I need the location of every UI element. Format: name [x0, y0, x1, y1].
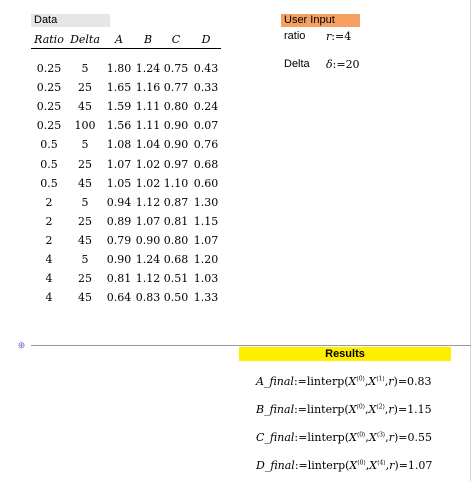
ratio-variable-ref: r — [388, 375, 394, 388]
table-cell[interactable]: 25 — [78, 272, 92, 286]
table-cell[interactable]: 1.11 — [135, 119, 161, 133]
table-cell[interactable]: 1.12 — [135, 272, 161, 286]
header-delta: Delta — [70, 32, 100, 46]
plus-icon[interactable]: ⊕ — [17, 340, 26, 350]
column-index: ⟨1⟩ — [376, 375, 385, 383]
close-paren: ) — [394, 459, 399, 472]
column-number: 3 — [379, 431, 383, 439]
table-cell[interactable]: 1.33 — [193, 291, 219, 305]
table-cell[interactable]: 0.97 — [163, 157, 189, 171]
table-cell[interactable]: 0.43 — [193, 62, 219, 76]
table-cell[interactable]: 0.80 — [163, 100, 189, 114]
table-row — [31, 212, 221, 231]
equals-sign: = — [397, 375, 408, 388]
delta-definition[interactable] — [326, 58, 360, 71]
table-cell[interactable]: 0.64 — [106, 291, 132, 305]
column-number: 0 — [358, 375, 363, 383]
user-input-label: User Input — [281, 14, 360, 27]
table-cell[interactable]: 0.5 — [40, 138, 58, 152]
table-cell[interactable]: 4 — [45, 252, 53, 266]
table-cell[interactable]: 1.16 — [135, 81, 161, 95]
table-row — [31, 116, 221, 135]
result-variable: B_final — [256, 403, 295, 416]
matrix-x: X — [349, 431, 357, 444]
table-row — [31, 78, 221, 97]
table-cell[interactable]: 0.90 — [135, 233, 161, 247]
table-cell[interactable]: 5 — [81, 252, 89, 266]
delta-value[interactable]: 20 — [345, 58, 360, 71]
matrix-x: X — [368, 375, 377, 388]
table-cell[interactable]: 5 — [81, 195, 89, 209]
column-index: ⟨0⟩ — [356, 375, 365, 383]
table-cell[interactable]: 45 — [78, 233, 92, 247]
header-d: D — [201, 32, 211, 46]
table-cell[interactable]: 0.90 — [163, 119, 189, 133]
table-cell[interactable]: 0.51 — [163, 272, 189, 286]
column-index: ⟨2⟩ — [376, 403, 385, 411]
table-cell[interactable]: 0.24 — [193, 100, 219, 114]
table-cell[interactable]: 1.02 — [135, 157, 161, 171]
column-index: ⟨3⟩ — [376, 431, 386, 439]
table-cell[interactable]: 1.20 — [193, 252, 219, 266]
delta-label: Delta — [284, 58, 310, 70]
table-cell[interactable]: 1.07 — [106, 157, 132, 171]
delta-variable: δ — [326, 58, 333, 71]
ratio-definition[interactable] — [326, 30, 351, 43]
table-cell[interactable]: 0.25 — [36, 119, 62, 133]
delta-assign: := — [332, 58, 346, 71]
table-cell[interactable]: 1.08 — [106, 138, 132, 152]
table-cell[interactable]: 0.77 — [163, 81, 189, 95]
window-edge — [470, 0, 471, 481]
table-cell[interactable]: 1.07 — [135, 214, 161, 228]
result-value: 1.07 — [407, 459, 433, 472]
table-cell[interactable]: 0.83 — [135, 291, 161, 305]
result-formula-a-final[interactable]: $A\_final:=linterp(X^{⟨0⟩},X^{⟨1⟩},r)=0.83$ — [256, 375, 432, 388]
table-cell[interactable]: 45 — [78, 291, 92, 305]
table-cell[interactable]: 25 — [78, 81, 92, 95]
result-value: 0.83 — [407, 375, 432, 388]
open-paren: ( — [344, 431, 350, 444]
column-index: ⟨0⟩ — [357, 459, 366, 467]
table-cell[interactable]: 5 — [81, 138, 89, 152]
assign-operator: := — [293, 375, 307, 388]
column-number: 0 — [359, 459, 364, 467]
close-paren: ) — [394, 431, 399, 444]
header-c: C — [171, 32, 181, 46]
ratio-variable-ref: r — [388, 403, 394, 416]
data-matrix[interactable] — [31, 30, 221, 307]
function-name: linterp — [307, 431, 345, 444]
table-row — [31, 174, 221, 193]
table-cell[interactable]: 2 — [45, 214, 53, 228]
matrix-x: X — [349, 459, 358, 472]
result-value: 1.15 — [407, 403, 432, 416]
open-paren: ( — [344, 375, 349, 388]
matrix-x: X — [369, 459, 378, 472]
table-cell[interactable]: 4 — [45, 272, 53, 286]
table-cell[interactable]: 0.81 — [163, 214, 189, 228]
table-cell[interactable]: 0.25 — [36, 62, 62, 76]
equals-sign: = — [398, 431, 408, 444]
table-cell[interactable]: 0.94 — [106, 195, 132, 209]
column-number: 4 — [379, 459, 384, 467]
column-number: 0 — [359, 431, 364, 439]
table-cell[interactable]: 0.60 — [193, 176, 219, 190]
table-cell[interactable]: 0.50 — [163, 291, 189, 305]
function-name: linterp — [306, 375, 345, 388]
assign-operator: := — [294, 459, 308, 472]
matrix-x: X — [348, 403, 357, 416]
table-cell[interactable]: 100 — [74, 119, 96, 133]
table-row — [31, 288, 221, 307]
table-cell[interactable]: 0.79 — [106, 233, 132, 247]
table-cell[interactable]: 0.25 — [36, 81, 62, 95]
table-cell[interactable]: 5 — [81, 62, 89, 76]
table-cell[interactable]: 0.90 — [106, 252, 132, 266]
result-variable: D_final — [256, 459, 295, 472]
table-cell[interactable]: 25 — [78, 157, 92, 171]
table-row — [31, 135, 221, 154]
table-cell[interactable]: 0.25 — [36, 100, 62, 114]
table-cell[interactable]: 45 — [78, 176, 92, 190]
matrix-x: X — [348, 375, 357, 388]
result-formula-d-final[interactable]: $D\_final:=linterp(X^{⟨0⟩},X^{⟨4⟩},r)=1.07$ — [256, 459, 433, 472]
result-value: 0.55 — [407, 431, 433, 444]
table-cell[interactable]: 0.5 — [40, 157, 58, 171]
table-cell[interactable]: 0.5 — [40, 176, 58, 190]
column-number: 0 — [358, 403, 363, 411]
table-row — [31, 231, 221, 250]
column-number: 1 — [378, 375, 383, 383]
assign-operator: := — [294, 431, 308, 444]
table-cell[interactable]: 1.24 — [135, 252, 161, 266]
equals-sign: = — [398, 459, 408, 472]
table-cell[interactable]: 1.05 — [106, 176, 132, 190]
result-variable: A_final — [256, 375, 294, 388]
table-cell[interactable]: 0.33 — [193, 81, 219, 95]
open-paren: ( — [344, 403, 349, 416]
matrix-x: X — [368, 431, 377, 444]
table-row — [31, 59, 221, 78]
close-paren: ) — [393, 375, 398, 388]
table-cell[interactable]: 2 — [45, 195, 53, 209]
table-cell[interactable]: 0.80 — [163, 233, 189, 247]
table-cell[interactable]: 0.89 — [106, 214, 132, 228]
table-cell[interactable]: 0.90 — [163, 138, 189, 152]
table-cell[interactable]: 1.59 — [106, 100, 132, 114]
table-cell[interactable]: 2 — [45, 233, 53, 247]
column-index: ⟨0⟩ — [356, 403, 366, 411]
result-formula-c-final[interactable]: $C\_final:=linterp(X^{⟨0⟩},X^{⟨3⟩},r)=0.55$ — [256, 431, 433, 444]
ratio-variable-ref: r — [389, 459, 395, 472]
close-paren: ) — [393, 403, 398, 416]
table-cell[interactable]: 1.10 — [163, 176, 189, 190]
table-cell[interactable]: 0.07 — [193, 119, 219, 133]
table-cell[interactable]: 1.80 — [106, 62, 132, 76]
column-number: 2 — [378, 403, 383, 411]
table-cell[interactable]: 1.04 — [135, 138, 161, 152]
ratio-label: ratio — [284, 30, 306, 42]
table-cell[interactable]: 0.81 — [106, 272, 132, 286]
table-cell[interactable]: 1.07 — [193, 233, 219, 247]
header-a: A — [115, 32, 123, 46]
function-name: linterp — [307, 403, 345, 416]
table-cell[interactable]: 1.02 — [135, 176, 161, 190]
open-paren: ( — [345, 459, 350, 472]
region-divider — [31, 345, 471, 346]
table-row — [31, 250, 221, 269]
table-cell[interactable]: 1.56 — [106, 119, 132, 133]
ratio-variable: r — [326, 30, 332, 43]
table-cell[interactable]: 0.87 — [163, 195, 189, 209]
header-b: B — [143, 32, 153, 46]
table-cell[interactable]: 1.11 — [135, 100, 161, 114]
results-label: Results — [239, 347, 451, 361]
table-cell[interactable]: 1.30 — [193, 195, 219, 209]
table-row — [31, 193, 221, 212]
table-cell[interactable]: 1.15 — [193, 214, 219, 228]
function-name: linterp — [307, 459, 346, 472]
table-cell[interactable]: 1.03 — [193, 272, 219, 286]
table-cell[interactable]: 25 — [78, 214, 92, 228]
table-row — [31, 154, 221, 173]
ratio-assign: := — [331, 30, 345, 43]
table-cell[interactable]: 0.76 — [193, 138, 219, 152]
table-cell[interactable]: 0.68 — [163, 252, 189, 266]
ratio-value[interactable]: 4 — [344, 30, 352, 43]
result-formula-b-final[interactable]: $B\_final:=linterp(X^{⟨0⟩},X^{⟨2⟩},r)=1.15$ — [256, 403, 432, 416]
table-cell[interactable]: 0.75 — [163, 62, 189, 76]
table-cell[interactable]: 1.65 — [106, 81, 132, 95]
table-cell[interactable]: 1.24 — [135, 62, 161, 76]
table-cell[interactable]: 4 — [45, 291, 53, 305]
table-row — [31, 97, 221, 116]
result-variable: C_final — [256, 431, 295, 444]
header-ratio: Ratio — [34, 32, 64, 46]
column-index: ⟨4⟩ — [377, 459, 386, 467]
header-separator — [31, 49, 221, 60]
assign-operator: := — [294, 403, 308, 416]
table-row — [31, 269, 221, 288]
column-index: ⟨0⟩ — [356, 431, 366, 439]
ratio-variable-ref: r — [388, 431, 394, 444]
data-matrix-header — [31, 30, 221, 49]
table-cell[interactable]: 1.12 — [135, 195, 161, 209]
table-cell[interactable]: 0.68 — [193, 157, 219, 171]
table-cell[interactable]: 45 — [78, 100, 92, 114]
data-region-label: Data — [31, 14, 110, 27]
equals-sign: = — [397, 403, 408, 416]
matrix-x: X — [368, 403, 377, 416]
